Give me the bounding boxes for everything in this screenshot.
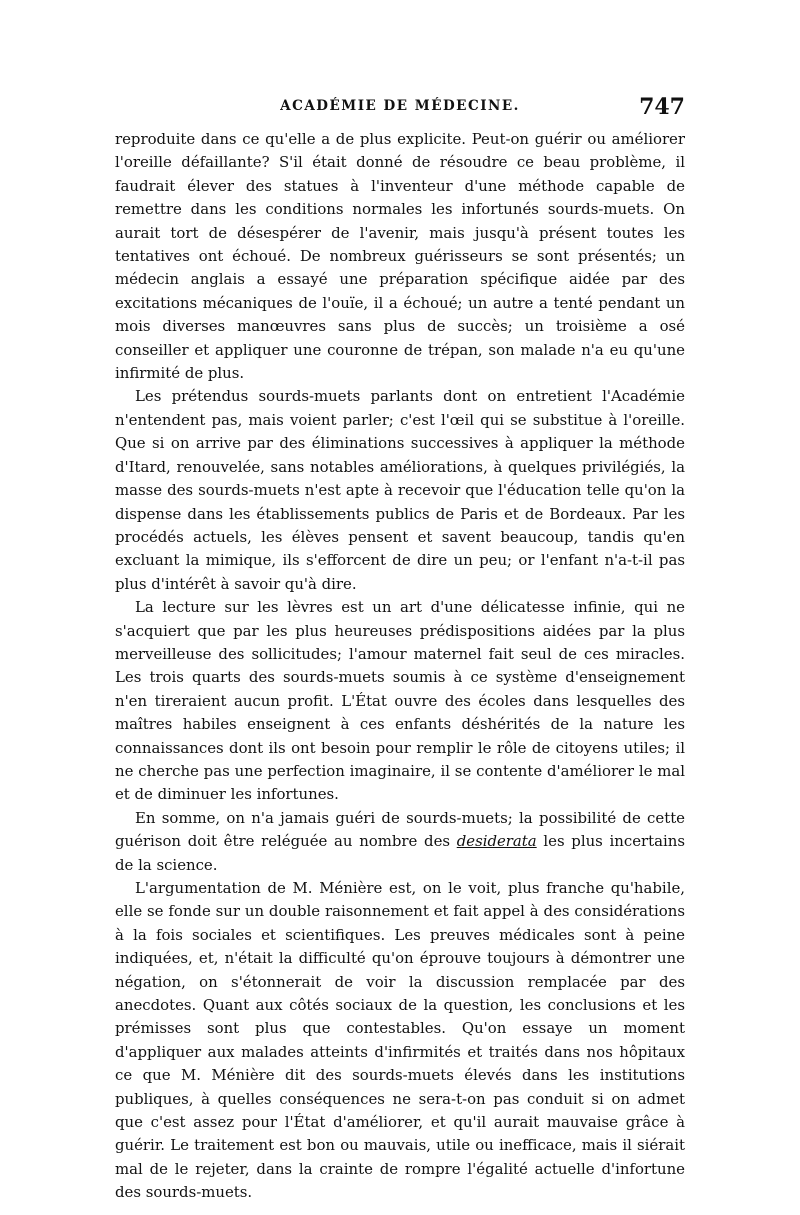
paragraph-4-italic-term: desiderata xyxy=(456,832,537,851)
paragraph-4 xyxy=(115,807,685,877)
paragraph-2: Les prétendus sourds-muets parlants dont on entretient l'Académie n'entendent pas, mais voient parler; c'est l'œil qui se substitue à l'oreille. Que si on arrive par des éliminations successives à appliquer la méthode d'Itard, renouvelée, sans notables améliorations, à quelques privilégiés, la masse des sourds-muets n'est apte à recevoir que l'éducation telle qu'on la dispense dans les établissements publics de Paris et de Bordeaux. Par les procédés actuels, les élèves pensent et savent beaucoup, tandis qu'en excluant la mimique, ils s'efforcent de dire un peu; or l'enfant n'a-t-il pas plus d'intérêt à savoir qu'à dire. xyxy=(115,387,685,593)
paragraph-1: reproduite dans ce qu'elle a de plus explicite. Peut-on guérir ou améliorer l'oreille défaillante? S'il était donné de résoudre ce beau problème, il faudrait élever des statues à l'inventeur d'une méthode capable de remettre dans les conditions normales les infortunés sourds-muets. On aurait tort de désespérer de l'avenir, mais jusqu'à présent toutes les tentatives ont échoué. De nombreux guérisseurs se sont présentés; un médecin anglais a essayé une préparation spécifique aidée par des excitations mécaniques de l'ouïe, il a échoué; un autre a tenté pendant un mois diverses manœuvres sans plus de succès; un troisième a osé conseiller et appliquer une couronne de trépan, son malade n'a eu qu'une infirmité de plus. xyxy=(115,130,685,383)
paragraph-3: La lecture sur les lèvres est un art d'une délicatesse infinie, qui ne s'acquiert que par les plus heureuses prédispositions aidées par la plus merveilleuse des sollicitudes; l'amour maternel fait seul de ces miracles. Les trois quarts des sourds-muets soumis à ce système d'enseignement n'en tireraient aucun profit. L'État ouvre des écoles dans lesquelles des maîtres habiles enseignent à ces enfants déshérités de la nature les connaissances dont ils ont besoin pour remplir le rôle de citoyens utiles; il ne cherche pas une perfection imaginaire, il se contente d'améliorer le mal et de diminuer les infortunes. xyxy=(115,598,685,804)
page-header xyxy=(115,94,685,128)
book-page xyxy=(115,94,685,1202)
running-head: ACADÉMIE DE MÉDECINE. xyxy=(280,98,520,114)
paragraph-4-text-before: En somme, on n'a jamais guéri de sourds-muets; la possibilité de cette guérison doit être reléguée au nombre des xyxy=(115,808,685,851)
page-number: 747 xyxy=(639,94,685,120)
paragraph-4-text-after: les plus incertains de la science. xyxy=(115,832,685,874)
body-text xyxy=(115,128,685,1205)
paragraph-5: L'argumentation de M. Ménière est, on le voit, plus franche qu'habile, elle se fonde sur un double raisonnement et fait appel à des considérations à la fois sociales et scientifiques. Les preuves médicales sont à peine indiquées, et, n'était la difficulté qu'on éprouve toujours à démontrer une négation, on s'étonnerait de voir la discussion remplacée par des anecdotes. Quant aux côtés sociaux de la question, les conclusions et les prémisses sont plus que contestables. Qu'on essaye un moment d'appliquer aux malades atteints d'infirmités et traités dans nos hôpitaux ce que M. Ménière dit des sourds-muets élevés dans les institutions publiques, à quelles conséquences ne sera-t-on pas conduit si on admet que c'est assez pour l'État d'améliorer, et qu'il aurait mauvaise grâce à guérir. Le traitement est bon ou mauvais, utile ou inefficace, mais il siérait mal de le rejeter, dans la crainte de rompre l'égalité actuelle d'infortune des sourds-muets. xyxy=(115,879,685,1202)
